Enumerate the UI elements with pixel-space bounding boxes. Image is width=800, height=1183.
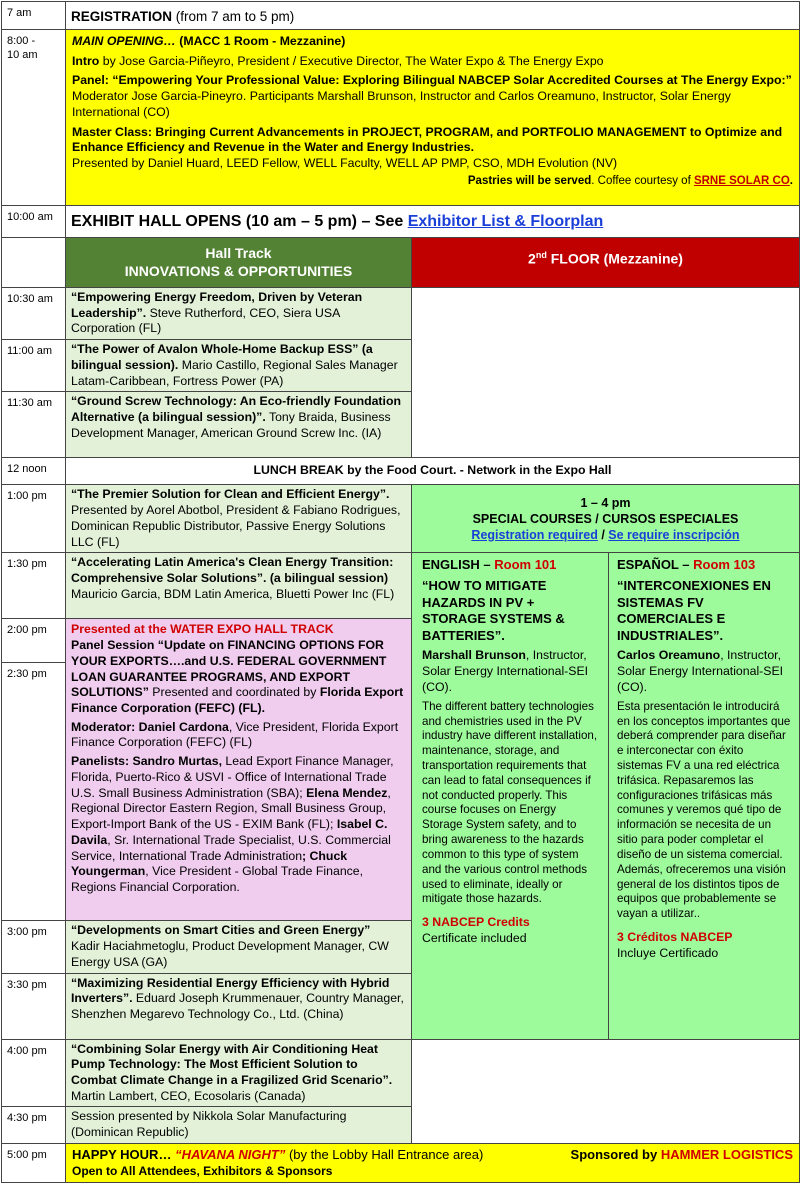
registration-title: REGISTRATION — [71, 9, 172, 24]
session-1pm — [66, 485, 412, 553]
schedule-table — [1, 1, 800, 1183]
panelist-1-name: Panelists: Sandro Murtas, — [71, 754, 223, 769]
intro-label: Intro — [72, 53, 100, 68]
session-presenter: Steve Rutherford, CEO, Siera USA Corporation (FL) — [71, 305, 340, 336]
spanish-credits: 3 Créditos NABCEP — [617, 930, 733, 945]
time-noon: 12 noon — [2, 458, 66, 485]
time-230pm: 2:30 pm — [2, 663, 66, 921]
floor-sup: nd — [535, 250, 547, 260]
floor-num: 2 — [528, 250, 536, 267]
session-presenter: Martin Lambert, CEO, Ecosolaris (Canada) — [71, 1088, 306, 1103]
main-opening-cell — [66, 30, 800, 206]
session-title: “The Premier Solution for Clean and Efficient Energy”. — [71, 487, 390, 502]
hammer-logistics-sponsor: HAMMER LOGISTICS — [660, 1146, 793, 1162]
time-1130: 11:30 am — [2, 392, 66, 458]
session-title: “Accelerating Latin America's Clean Energy Transition: Comprehensive Solar Solutions”. (a bilingual session) — [71, 555, 394, 586]
time-10am: 10:00 am — [2, 206, 66, 238]
panelist-2-title: , Regional Director Eastern Region, Small Business Group, Export-Import Bank of the US - EXIM Bank (FL); — [71, 785, 391, 832]
moderator-title: , Vice President, Florida Export Finance Corporation (FEFC) (FL) — [71, 719, 399, 750]
happy-hour-open: Open to All Attendees, Exhibitors & Sponsors — [72, 1163, 333, 1178]
session-presenter: Eduard Joseph Krummenauer, Country Manager, Shenzhen Megarevo Technology Co., Ltd. (China) — [71, 991, 404, 1022]
time-7am: 7 am — [2, 2, 66, 30]
hall-track-header — [66, 238, 412, 288]
pastries-note: Pastries will be served — [467, 174, 592, 187]
happy-hour-location: (by the Lobby Hall Entrance area) — [285, 1146, 484, 1162]
english-credits: 3 NABCEP Credits — [422, 915, 530, 930]
panel-session-title: Panel Session “Update on FINANCING OPTIONS FOR YOUR EXPORTS….and U.S. FEDERAL GOVERNMENT LOAN GUARANTEE PROGRAMS, AND EXPORT SOLUTIONS” — [71, 638, 387, 700]
special-courses-cell — [412, 485, 800, 553]
session-430pm: Session presented by Nikkola Solar Manufacturing (Dominican Republic) — [66, 1107, 412, 1143]
time-5pm: 5:00 pm — [2, 1143, 66, 1182]
exhibitor-list-link[interactable]: Exhibitor List & Floorplan — [407, 213, 604, 230]
session-1030 — [66, 288, 412, 340]
lunch-break: LUNCH BREAK by the Food Court. - Network in the Expo Hall — [66, 458, 800, 485]
session-presenter: Kadir Haciahmetoglu, Product Development Manager, CW Energy USA (GA) — [71, 939, 389, 969]
english-description: The different battery technologies and chemistries used in the PV industry have different installation, maintenance, storage, and transportation requirements that can lead to fatal consequences if not conducted properly. This course focuses on Energy Storage System safety, and to bring awareness to the hazards common to this type of system and the various control methods used to eliminate, ideally or mitigate those hazards. — [422, 699, 598, 906]
session-title: “Empowering Energy Freedom, Driven by Veteran Leadership”. — [71, 290, 363, 320]
happy-hour-name: “HAVANA NIGHT” — [175, 1146, 286, 1162]
hall-track-title: Hall Track — [205, 244, 272, 261]
registration-hours: (from 7 am to 5 pm) — [172, 9, 295, 24]
panelist-4-name: ; Chuck Youngerman — [71, 848, 348, 879]
sponsored-by: Sponsored by — [570, 1146, 661, 1162]
time-330pm: 3:30 pm — [2, 973, 66, 1039]
happy-hour-label: HAPPY HOUR… — [72, 1146, 176, 1162]
session-presenter: Mauricio Garcia, BDM Latin America, Bluetti Power Inc (FL) — [71, 586, 395, 601]
panelist-3-title: , Sr. International Trade Specialist, U.S. Commercial Service, International Trade Administration — [71, 832, 391, 863]
srne-sponsor-link[interactable]: SRNE SOLAR CO — [693, 174, 790, 187]
opening-title: MAIN OPENING… — [72, 34, 176, 48]
spanish-room: Room 103 — [693, 557, 756, 573]
time-blank — [2, 238, 66, 288]
panel-text: Moderator Jose Garcia-Pineyro. Participants Marshall Brunson, Instructor and Carlos Oreamuno, Instructor, Solar Energy International (CO) — [72, 89, 731, 119]
moderator-name: Moderator: Daniel Cardona — [71, 719, 229, 734]
session-presenter: Tony Braida, Business Development Manager, American Ground Screw Inc. (IA) — [71, 410, 391, 440]
time-11am: 11:00 am — [2, 340, 66, 392]
registration-cell — [66, 2, 800, 30]
spanish-lang: ESPAÑOL – — [617, 557, 694, 573]
spanish-certificate: Incluye Certificado — [617, 945, 719, 960]
floor-header — [412, 238, 800, 288]
session-presenter: Mario Castillo, Regional Sales Manager Latam-Caribbean, Fortress Power (PA) — [71, 357, 398, 388]
spanish-instructor: Carlos Oreamuno — [617, 648, 721, 663]
session-130pm — [66, 553, 412, 619]
empty-floor-afternoon — [412, 1039, 800, 1143]
time-430pm: 4:30 pm — [2, 1107, 66, 1143]
master-class-text: Presented by Daniel Huard, LEED Fellow, WELL Faculty, WELL AP PMP, CSO, MDH Evolution (NV) — [72, 156, 618, 171]
time-4pm: 4:00 pm — [2, 1039, 66, 1107]
session-title: “Maximizing Residential Energy Efficiency with Hybrid Inverters”. — [71, 975, 390, 1006]
panelist-4-title: , Vice President - Global Trade Finance, Regions Financial Corporation. — [71, 864, 364, 895]
session-330pm — [66, 973, 412, 1039]
intro-text: by Jose Garcia-Piñeyro, President / Executive Director, The Water Expo & The Energy Expo — [99, 53, 604, 68]
english-certificate: Certificate included — [422, 931, 527, 945]
panel-org: Florida Export Finance Corporation (FEFC) (FL). — [71, 685, 404, 716]
session-title: “Ground Screw Technology: An Eco-friendly Foundation Alternative (a bilingual session)”. — [71, 394, 401, 425]
session-title: “Developments on Smart Cities and Green Energy” — [71, 923, 371, 938]
spanish-course-title: “INTERCONEXIONES EN SISTEMAS FV COMERCIALES E INDUSTRIALES”. — [617, 577, 771, 643]
coffee-end: . — [789, 174, 793, 187]
time-130pm: 1:30 pm — [2, 553, 66, 619]
spanish-description: Esta presentación le introducirá en los conceptos importantes que deberá comprender para diseñar e interconectar con éxito sistemas FV a una red eléctrica trifásica. Repasaremos las configuraciones trifásicas más comunes y veremos qué tipo de información se necesita de un sitio para poder completar el diseño de un sistema comercial. Además, ofreceremos una visión general de los distintos tipos de equipos que probablemente se vayan a utilizar.. — [617, 699, 791, 921]
exhibit-cell — [66, 206, 800, 238]
panelist-1-title: Lead Export Finance Manager, Florida, Puerto-Rico & USVI - Office of International Trade U.S. Small Business Administration (SBA); — [71, 754, 394, 800]
time-3pm: 3:00 pm — [2, 921, 66, 973]
session-11 — [66, 340, 412, 392]
link-separator: / — [597, 527, 609, 542]
coffee-note: . Coffee courtesy of — [591, 174, 694, 187]
time-1pm: 1:00 pm — [2, 485, 66, 553]
session-4pm — [66, 1039, 412, 1107]
special-title: SPECIAL COURSES / CURSOS ESPECIALES — [472, 511, 739, 526]
session-1130 — [66, 392, 412, 458]
finance-panel — [66, 619, 412, 921]
english-instructor: Marshall Brunson — [422, 648, 526, 663]
master-class-title: Master Class: Bringing Current Advancements in PROJECT, PROGRAM, and PORTFOLIO MANAGEMENT to Optimize and Enhance Efficiency and Revenue in the Water and Energy Industries. — [72, 124, 783, 155]
english-role: , Instructor, Solar Energy International-SEI (CO). — [422, 648, 589, 694]
time-1030: 10:30 am — [2, 288, 66, 340]
session-title: “Combining Solar Energy with Air Conditioning Heat Pump Technology: The Most Efficient Solution to Combat Climate Change in a Fragilized Grid Scenario”. — [71, 1041, 393, 1088]
panelist-3-name: Isabel C. Davila — [71, 817, 388, 847]
registration-required-link[interactable]: Registration required — [471, 527, 598, 542]
session-presenter: Presented by Aorel Abotbol, President & Fabiano Rodrigues, Dominican Republic Distributor, Passive Energy Solutions LLC (FL) — [71, 503, 401, 549]
english-course-title: “HOW TO MITIGATE HAZARDS IN PV + STORAGE SYSTEMS & BATTERIES”. — [422, 577, 565, 643]
spanish-course — [609, 553, 800, 1039]
time-8am: 8:00 - 10 am — [2, 30, 66, 206]
inscripcion-link[interactable]: Se require inscripción — [608, 527, 740, 542]
panelist-2-name: Elena Mendez — [306, 785, 388, 800]
spanish-role: , Instructor, Solar Energy International-SEI (CO). — [617, 648, 784, 694]
panel-presented: Presented and coordinated by — [148, 685, 320, 700]
floor-label: FLOOR (Mezzanine) — [546, 250, 683, 267]
time-2pm: 2:00 pm — [2, 619, 66, 663]
empty-floor-morning — [412, 288, 800, 458]
english-room: Room 101 — [494, 557, 557, 573]
exhibit-text: EXHIBIT HALL OPENS (10 am – 5 pm) – See — [71, 213, 408, 230]
panel-intro: Presented at the WATER EXPO HALL TRACK — [71, 622, 334, 637]
english-course — [412, 553, 609, 1039]
opening-room: (MACC 1 Room - Mezzanine) — [175, 34, 346, 48]
english-lang: ENGLISH – — [422, 557, 495, 573]
session-title: “The Power of Avalon Whole-Home Backup ESS” (a bilingual session). — [71, 342, 373, 372]
hall-track-subtitle: INNOVATIONS & OPPORTUNITIES — [124, 262, 353, 279]
session-3pm — [66, 921, 412, 973]
special-hours: 1 – 4 pm — [580, 495, 631, 510]
panel-title: Panel: “Empowering Your Professional Value: Exploring Bilingual NABCEP Solar Accredited Courses at The Energy Expo:” — [72, 73, 792, 88]
